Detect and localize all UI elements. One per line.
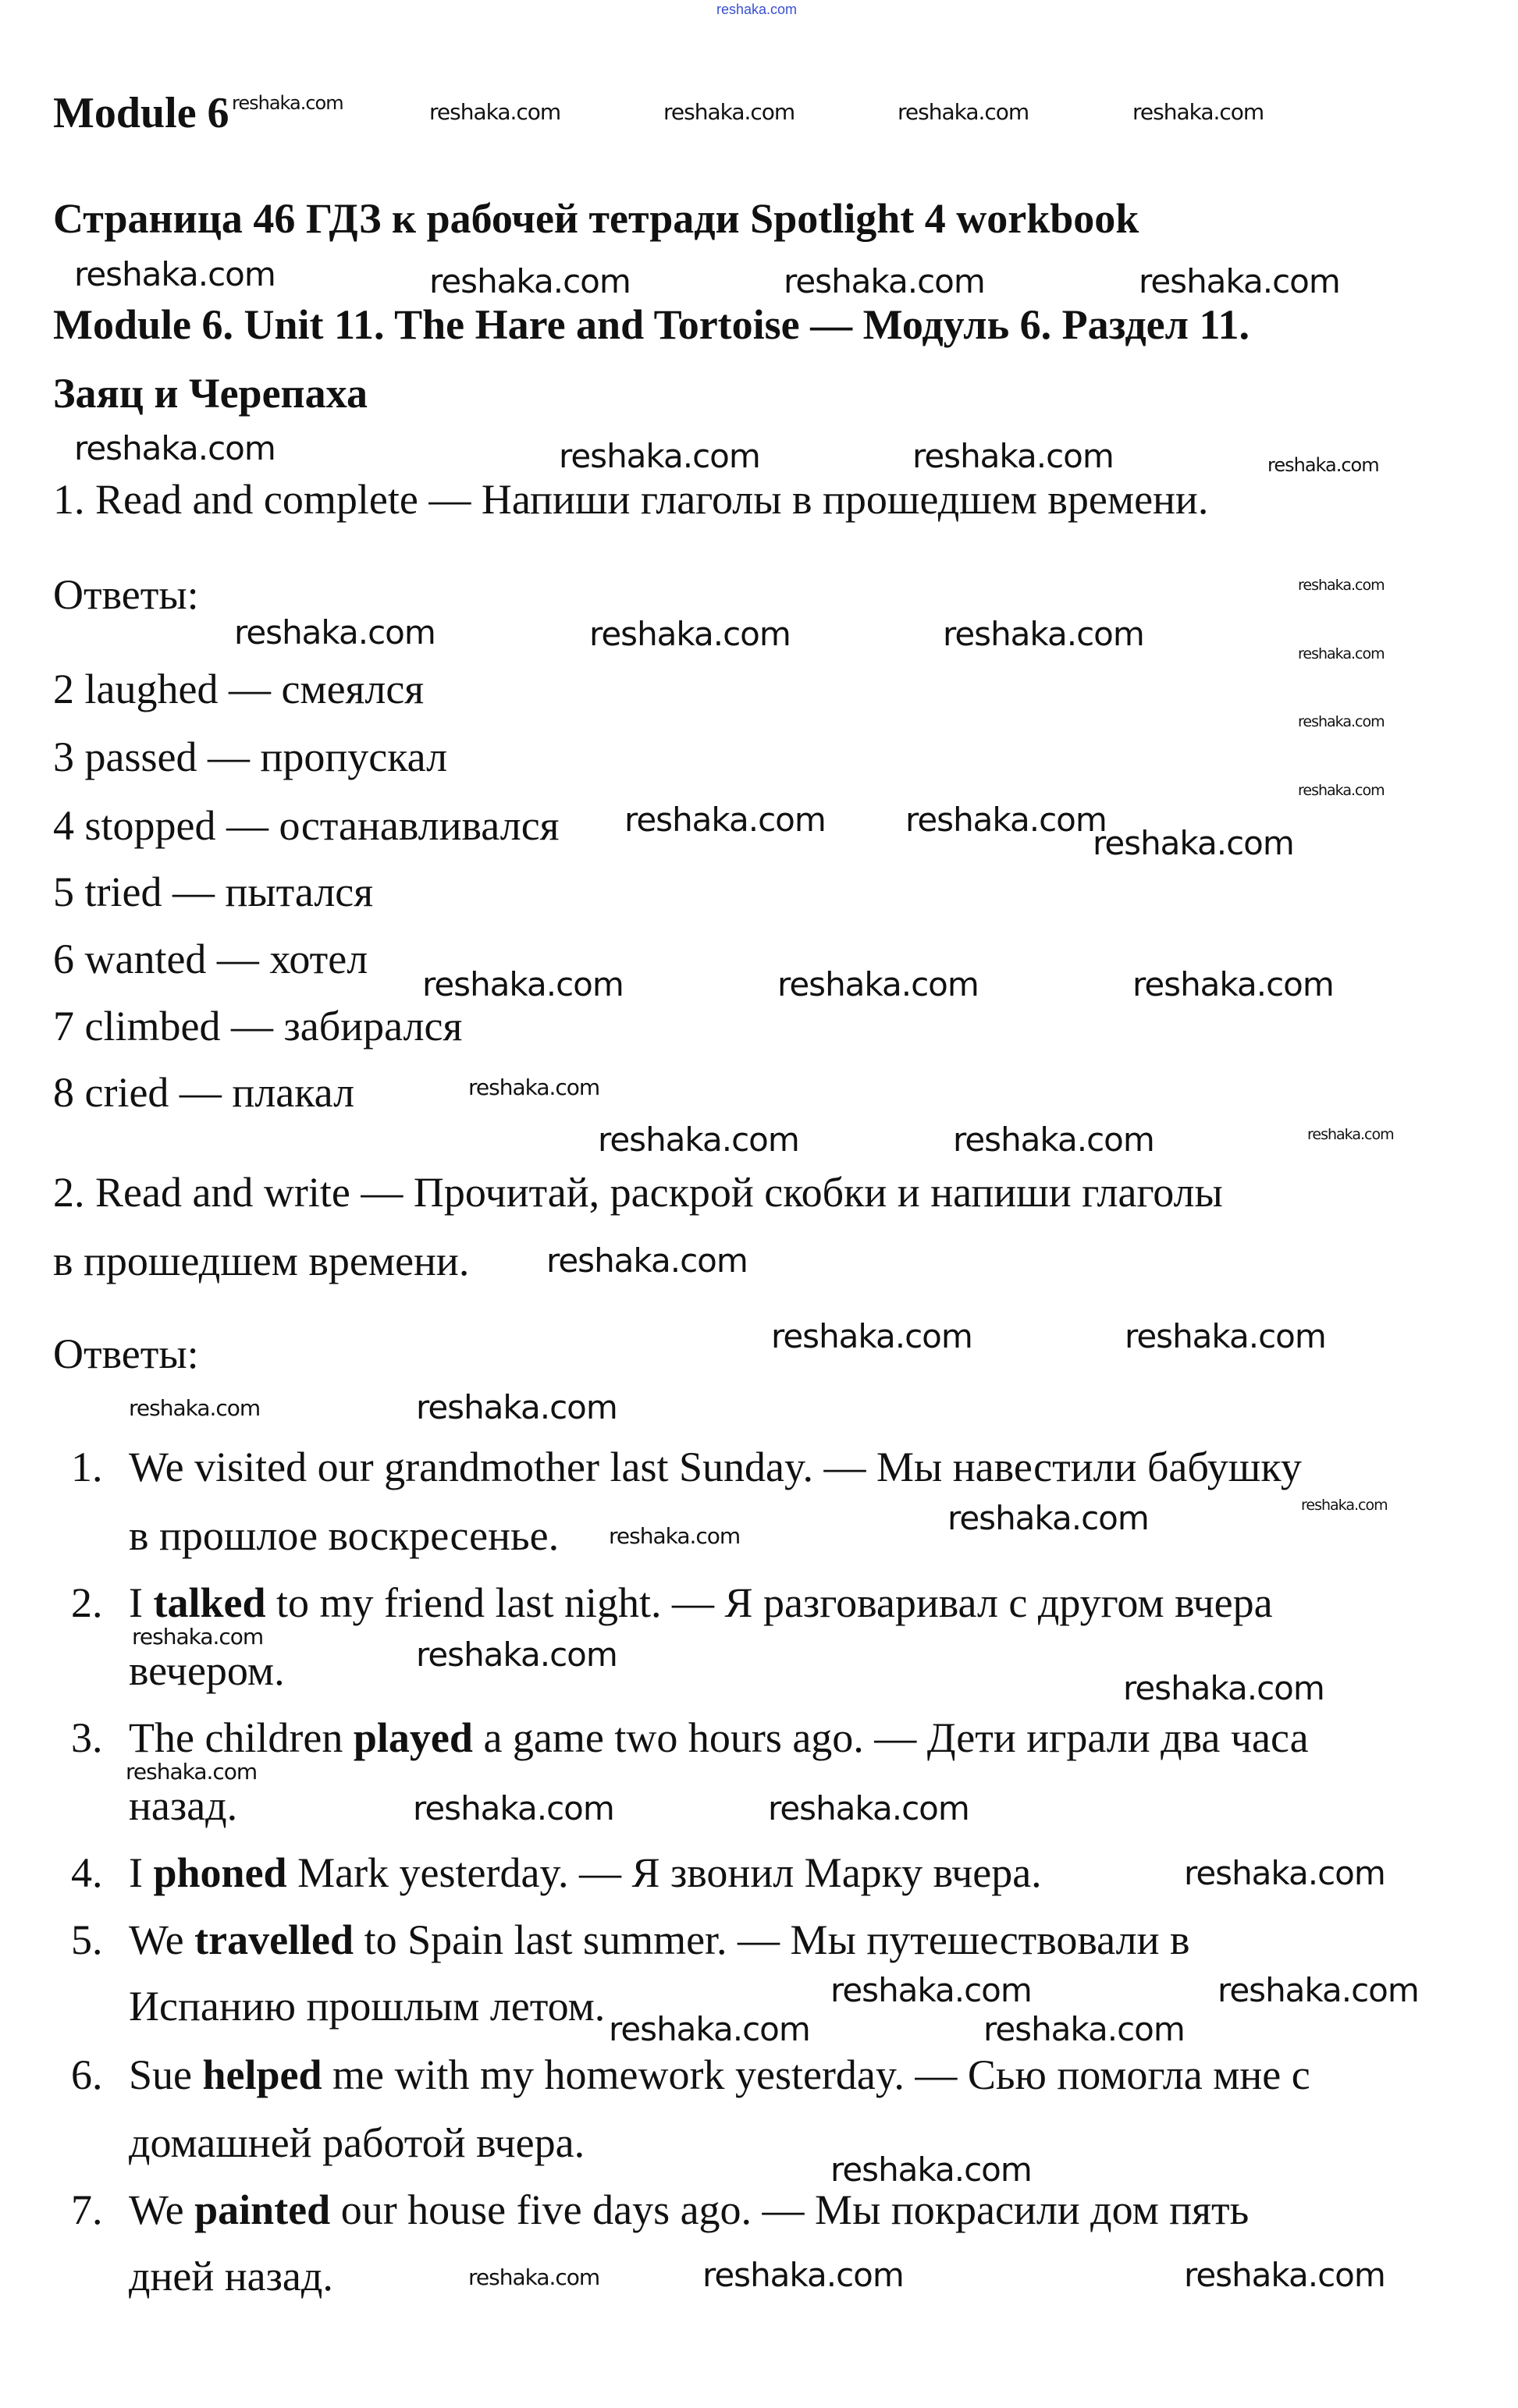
item-line2: домашней работой вчера.: [129, 2119, 585, 2166]
item-number: 7.: [71, 2186, 103, 2233]
watermark: reshaka.com: [1301, 1497, 1388, 1514]
module-heading: Module 6: [53, 89, 229, 137]
task1-answer: 4 stopped — останавливался: [53, 802, 560, 849]
task1-title: 1. Read and complete — Напиши глаголы в прошедшем времени.: [53, 476, 1209, 523]
watermark: reshaka.com: [1298, 713, 1385, 730]
watermark: reshaka.com: [912, 437, 1114, 475]
item-text: [129, 1714, 1309, 1761]
watermark: reshaka.com: [830, 1971, 1032, 2009]
task2-answers-label: Ответы:: [53, 1330, 199, 1377]
watermark: reshaka.com: [234, 613, 435, 652]
watermark: reshaka.com: [598, 1121, 799, 1159]
watermark: reshaka.com: [1267, 454, 1379, 476]
watermark: reshaka.com: [1184, 1854, 1385, 1892]
item-line2: в прошлое воскресенье.: [129, 1512, 560, 1559]
item-line2: дней назад.: [129, 2253, 333, 2300]
task1-answer: 7 climbed — забирался: [53, 1003, 463, 1050]
item-text-after: to Spain last summer. — Мы путешествовали в: [354, 1916, 1190, 1963]
watermark: reshaka.com: [784, 262, 985, 300]
watermark: reshaka.com: [1093, 824, 1294, 862]
watermark: reshaka.com: [943, 615, 1144, 653]
watermark: reshaka.com: [947, 1499, 1149, 1537]
item-text-after: our house five days ago. — Мы покрасили дом пять: [330, 2186, 1250, 2233]
watermark: reshaka.com: [468, 1074, 600, 1100]
watermark: reshaka.com: [1125, 1317, 1326, 1355]
watermark: reshaka.com: [830, 2151, 1032, 2189]
watermark: reshaka.com: [232, 92, 343, 114]
item-verb: travelled: [194, 1916, 354, 1963]
item-text-after: to my friend last night. — Я разговаривал с другом вчера: [265, 1579, 1273, 1626]
watermark: reshaka.com: [429, 99, 561, 125]
item-line2: Испанию прошлым летом.: [129, 1983, 606, 2030]
item-verb: played: [353, 1714, 473, 1761]
item-verb: painted: [194, 2186, 331, 2233]
watermark: reshaka.com: [129, 1395, 261, 1421]
watermark: reshaka.com: [609, 1523, 741, 1549]
item-verb: phoned: [153, 1849, 287, 1896]
watermark: reshaka.com: [126, 1759, 258, 1785]
item-text: [129, 1916, 1190, 1963]
watermark: reshaka.com: [702, 2256, 904, 2294]
watermark: reshaka.com: [905, 801, 1107, 839]
task1-answer: 6 wanted — хотел: [53, 936, 368, 982]
page-title: Страница 46 ГДЗ к рабочей тетради Spotlight 4 workbook: [53, 195, 1139, 242]
item-text-before: I: [129, 1849, 154, 1896]
watermark: reshaka.com: [74, 255, 276, 293]
item-verb: talked: [153, 1579, 266, 1626]
item-text-before: We: [129, 2186, 195, 2233]
watermark: reshaka.com: [663, 99, 795, 125]
watermark: reshaka.com: [1132, 99, 1264, 125]
item-text-after: Mark yesterday. — Я звонил Марку вчера.: [286, 1849, 1042, 1896]
item-number: 4.: [71, 1849, 103, 1896]
item-verb: helped: [202, 2051, 322, 2098]
watermark: reshaka.com: [777, 965, 979, 1003]
unit-title-line2: Заяц и Черепаха: [53, 370, 368, 417]
task1-answer: 5 tried — пытался: [53, 868, 374, 915]
watermark: reshaka.com: [589, 615, 791, 653]
item-line2: вечером.: [129, 1647, 285, 1694]
watermark: reshaka.com: [1123, 1669, 1324, 1707]
task2-title-line1: 2. Read and write — Прочитай, раскрой скобки и напиши глаголы: [53, 1169, 1223, 1216]
item-number: 6.: [71, 2051, 103, 2098]
watermark: reshaka.com: [413, 1789, 614, 1827]
watermark: reshaka.com: [771, 1317, 972, 1355]
watermark: reshaka.com: [1307, 1126, 1394, 1143]
watermark: reshaka.com: [468, 2264, 600, 2290]
item-line2: назад.: [129, 1782, 238, 1829]
item-text: [129, 1849, 1042, 1896]
item-text-after: a game two hours ago. — Дети играли два часа: [472, 1714, 1309, 1761]
watermark: reshaka.com: [416, 1636, 617, 1674]
item-text-after: me with my homework yesterday. — Сью помогла мне с: [322, 2051, 1310, 2098]
watermark: reshaka.com: [1298, 645, 1385, 662]
watermark: reshaka.com: [429, 262, 631, 300]
watermark: reshaka.com: [1218, 1971, 1419, 2009]
item-text: [129, 1579, 1273, 1626]
item-text-before: Sue: [129, 2051, 203, 2098]
item-number: 3.: [71, 1714, 103, 1761]
item-text-before: We visited our grandmother last Sunday. — Мы навестили бабушку: [129, 1444, 1302, 1490]
watermark: reshaka.com: [1298, 782, 1385, 799]
unit-title-line1: Module 6. Unit 11. The Hare and Tortoise — Модуль 6. Раздел 11.: [53, 301, 1250, 348]
watermark: reshaka.com: [609, 2010, 810, 2048]
watermark: reshaka.com: [422, 965, 624, 1003]
watermark: reshaka.com: [624, 801, 826, 839]
watermark: reshaka.com: [559, 437, 760, 475]
watermark: reshaka.com: [768, 1789, 969, 1827]
item-number: 2.: [71, 1579, 103, 1626]
watermark: reshaka.com: [416, 1388, 617, 1426]
watermark: reshaka.com: [1184, 2256, 1385, 2294]
watermark: reshaka.com: [1139, 262, 1340, 300]
watermark: reshaka.com: [546, 1241, 748, 1280]
item-number: 1.: [71, 1444, 103, 1490]
watermark: reshaka.com: [898, 99, 1029, 125]
top-watermark: reshaka.com: [716, 2, 798, 17]
item-text: [129, 1446, 1302, 1488]
item-number: 5.: [71, 1916, 103, 1963]
task1-answers-label: Ответы:: [53, 571, 199, 618]
item-text-before: The children: [129, 1714, 354, 1761]
watermark: reshaka.com: [1298, 577, 1385, 594]
watermark: reshaka.com: [74, 429, 276, 467]
task1-answer: 8 cried — плакал: [53, 1069, 355, 1116]
watermark: reshaka.com: [1132, 965, 1334, 1003]
task1-answer: 3 passed — пропускал: [53, 733, 448, 780]
task1-answer: 2 laughed — смеялся: [53, 666, 425, 712]
watermark: reshaka.com: [953, 1121, 1154, 1159]
item-text: [129, 2186, 1250, 2233]
watermark: reshaka.com: [983, 2010, 1185, 2048]
watermark: reshaka.com: [132, 1624, 264, 1650]
task2-title-line2: в прошедшем времени.: [53, 1238, 470, 1284]
item-text-before: I: [129, 1579, 154, 1626]
item-text: [129, 2051, 1310, 2098]
item-text-before: We: [129, 1916, 195, 1963]
